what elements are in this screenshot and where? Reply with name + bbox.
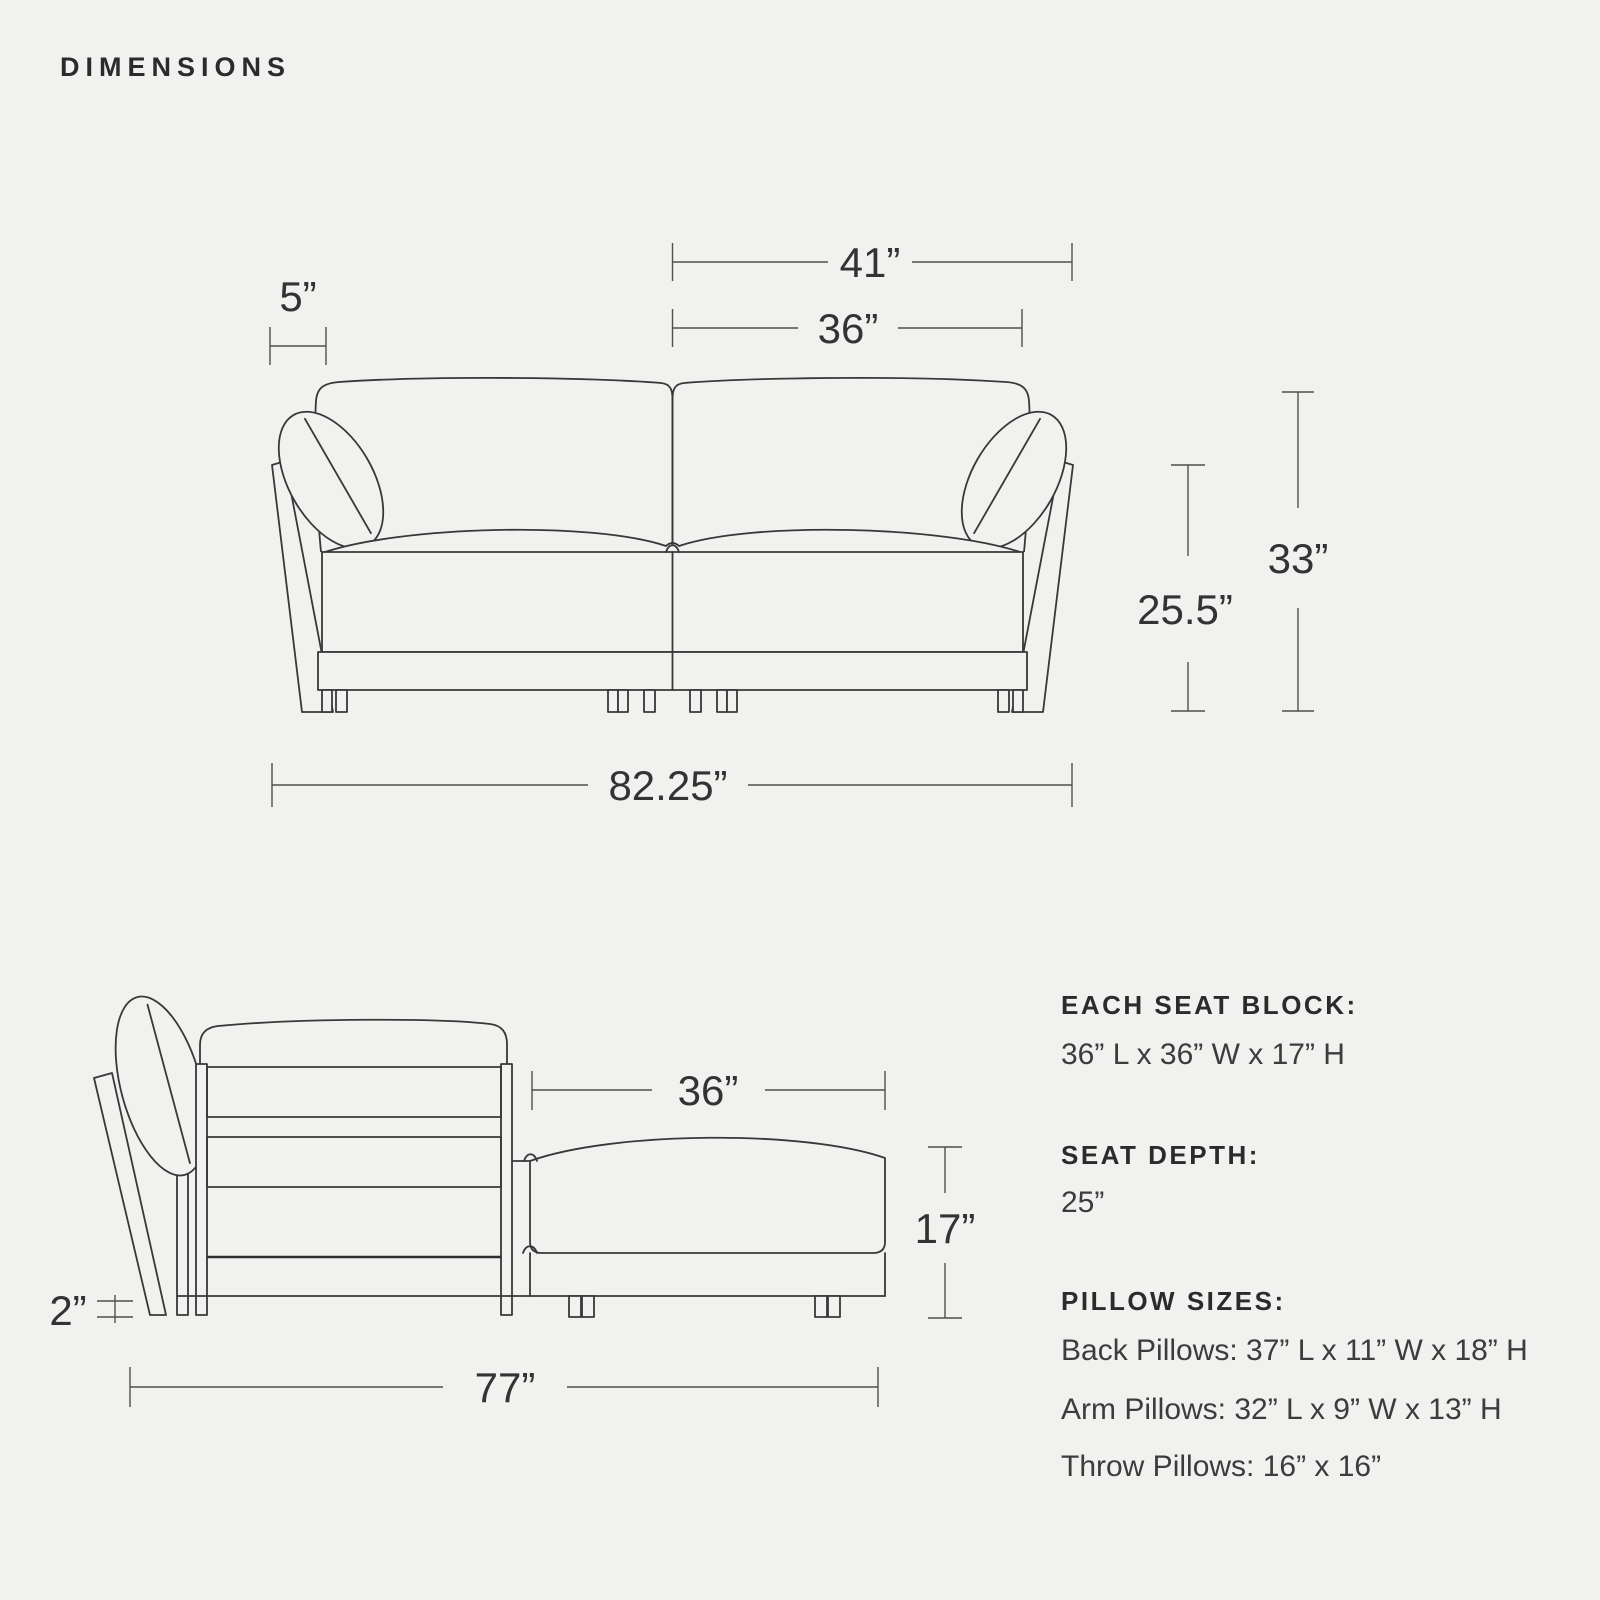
dim-seat-height bbox=[915, 1147, 976, 1318]
dim-total-depth bbox=[130, 1364, 878, 1411]
dim-label-arm-width: 5” bbox=[279, 273, 317, 320]
dim-label-total-depth: 77” bbox=[474, 1364, 536, 1411]
dim-total-width bbox=[272, 762, 1072, 809]
dim-total-height bbox=[1268, 392, 1329, 711]
dim-leg-height bbox=[49, 1287, 133, 1334]
dim-label-total-height: 33” bbox=[1267, 535, 1329, 582]
page-title: DIMENSIONS bbox=[60, 52, 292, 82]
side-legs bbox=[569, 1296, 840, 1317]
sofa-side-view bbox=[94, 987, 885, 1317]
dim-label-seat-width-front: 36” bbox=[817, 305, 879, 352]
dim-label-total-width: 82.25” bbox=[608, 762, 728, 809]
back-pillows-value: Back Pillows: 37” L x 11” W x 18” H bbox=[1061, 1334, 1528, 1367]
dim-label-leg-height: 2” bbox=[49, 1287, 87, 1334]
dim-label-arm-height: 25.5” bbox=[1137, 586, 1233, 633]
seat-depth-heading: SEAT DEPTH: bbox=[1061, 1140, 1260, 1170]
dim-label-back-width: 41” bbox=[839, 239, 901, 286]
dim-back-width bbox=[673, 239, 1073, 286]
side-back-cushion bbox=[200, 1020, 507, 1065]
pillow-sizes-heading: PILLOW SIZES: bbox=[1061, 1286, 1286, 1316]
side-arm-post bbox=[177, 1152, 188, 1315]
dim-label-seat-height: 17” bbox=[914, 1205, 976, 1252]
arm-pillows-value: Arm Pillows: 32” L x 9” W x 13” H bbox=[1061, 1393, 1502, 1426]
side-frame bbox=[196, 1064, 512, 1315]
seat-block-value: 36” L x 36” W x 17” H bbox=[1061, 1038, 1345, 1071]
dim-label-seat-length: 36” bbox=[677, 1067, 739, 1114]
dim-seat-width-front bbox=[673, 305, 1023, 352]
side-seat-cushion bbox=[523, 1138, 885, 1253]
throw-pillows-value: Throw Pillows: 16” x 16” bbox=[1061, 1450, 1382, 1483]
front-legs bbox=[322, 690, 1023, 712]
dim-arm-width bbox=[270, 273, 326, 365]
seat-block-heading: EACH SEAT BLOCK: bbox=[1061, 990, 1358, 1020]
seat-depth-value: 25” bbox=[1061, 1186, 1105, 1219]
sofa-front-view bbox=[257, 378, 1088, 712]
dim-seat-length bbox=[532, 1067, 885, 1114]
dim-arm-height bbox=[1137, 465, 1233, 711]
